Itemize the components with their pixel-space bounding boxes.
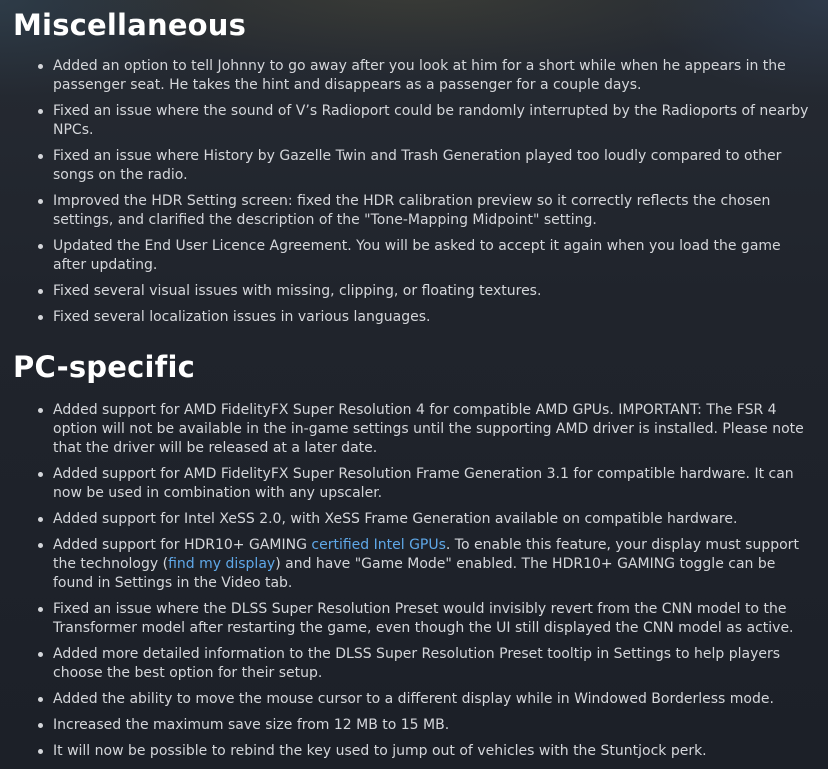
list-item: Added the ability to move the mouse cursor to a different display while in Windowed Borderless mode. — [53, 690, 816, 709]
list-item: Added more detailed information to the DLSS Super Resolution Preset tooltip in Settings to help players choose the best option for their setup. — [53, 645, 816, 683]
list-item: Updated the End User Licence Agreement. You will be asked to accept it again when you load the game after updating. — [53, 237, 816, 275]
list-item: It will now be possible to rebind the key used to jump out of vehicles with the Stuntjock perk. — [53, 742, 816, 761]
section-miscellaneous — [13, 0, 816, 327]
list-item: Improved the HDR Setting screen: fixed the HDR calibration preview so it correctly reflects the chosen settings, and clarified the description of the "Tone-Mapping Midpoint" setting. — [53, 192, 816, 230]
list-item: Increased the maximum save size from 12 MB to 15 MB. — [53, 716, 816, 735]
hdr-text-3: ) and have "Game Mode" enabled. The HDR10+ GAMING toggle can be found in Settings in the Video tab. — [53, 556, 776, 591]
list-item: Added support for AMD FidelityFX Super Resolution 4 for compatible AMD GPUs. IMPORTANT: The FSR 4 option will not be available in the in-game settings until the supporting AMD driver is installed. Please note that the driver will be released at a later date. — [53, 401, 816, 458]
section-pc-specific — [13, 334, 816, 761]
list-item: Added an option to tell Johnny to go away after you look at him for a short while when he appears in the passenger seat. He takes the hint and disappears as a passenger for a couple days. — [53, 57, 816, 95]
list-item: Added support for AMD FidelityFX Super Resolution Frame Generation 3.1 for compatible hardware. It can now be used in combination with any upscaler. — [53, 465, 816, 503]
hdr-text-2: . To enable this feature, your display must support the technology ( — [53, 537, 799, 572]
list-item: Added support for Intel XeSS 2.0, with XeSS Frame Generation available on compatible hardware. — [53, 510, 816, 529]
misc-list — [13, 45, 816, 327]
list-item-hdr10 — [53, 536, 816, 593]
hdr-text-1: Added support for HDR10+ GAMING — [53, 537, 312, 553]
section-heading-miscellaneous: Miscellaneous — [13, 8, 247, 42]
certified-intel-gpus-link[interactable]: certified Intel GPUs — [311, 537, 446, 553]
list-item: Fixed several visual issues with missing, clipping, or floating textures. — [53, 282, 816, 301]
pc-list — [13, 387, 816, 761]
section-heading-pc-specific: PC-specific — [13, 350, 196, 384]
find-my-display-link[interactable]: find my display — [168, 556, 276, 572]
list-item: Fixed an issue where the DLSS Super Resolution Preset would invisibly revert from the CNN model to the Transformer model after restarting the game, even though the UI still displayed the CNN model as active. — [53, 600, 816, 638]
list-item: Fixed an issue where History by Gazelle Twin and Trash Generation played too loudly compared to other songs on the radio. — [53, 147, 816, 185]
list-item: Fixed several localization issues in various languages. — [53, 308, 816, 327]
list-item: Fixed an issue where the sound of V’s Radioport could be randomly interrupted by the Radioports of nearby NPCs. — [53, 102, 816, 140]
